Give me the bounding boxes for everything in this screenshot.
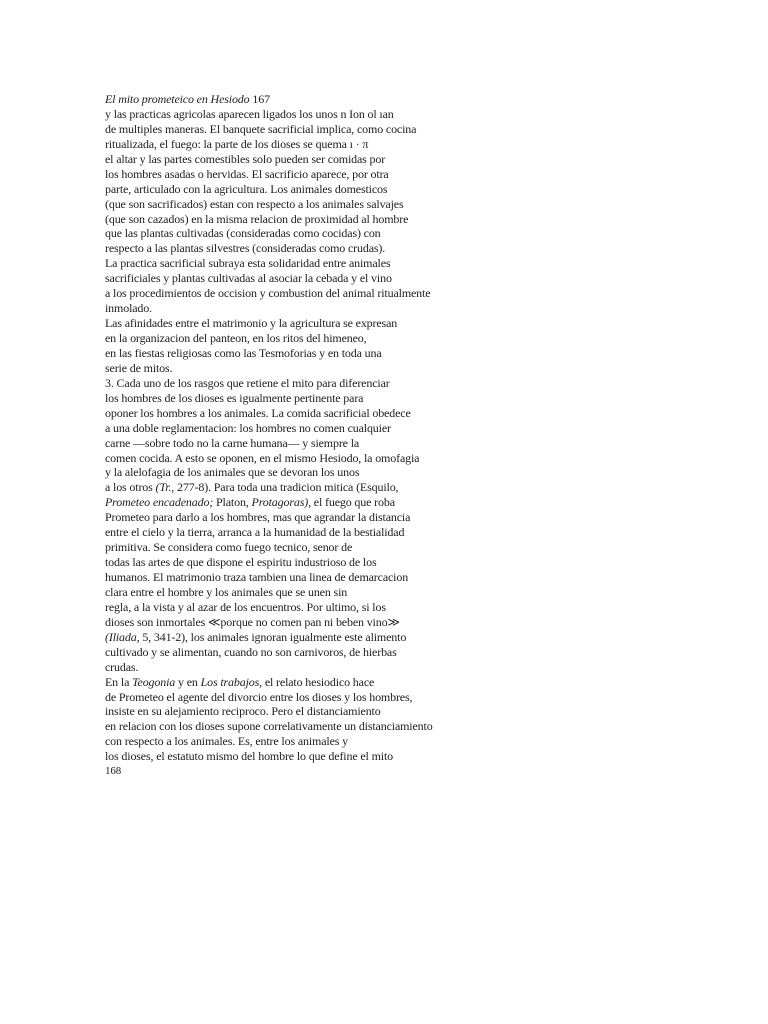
text-line (105, 600, 485, 615)
text-line (105, 510, 485, 525)
text-line (105, 316, 485, 331)
text-line (105, 197, 485, 212)
text-segment: (que son sacrificados) estan con respecto a los animales salvajes (105, 196, 404, 211)
running-header (105, 92, 485, 107)
footer-page-number: 168 (105, 765, 122, 778)
text-segment: todas las artes de que dispone el espiritu industrioso de los (105, 555, 377, 570)
text-segment: entre el cielo y la tierra, arranca a la humanidad de la bestialidad (105, 525, 405, 540)
text-segment: a los procedimientos de occision y combustion del animal ritualmente (105, 286, 431, 301)
text-line (105, 480, 485, 495)
text-segment: cultivado y se alimentan, cuando no son carnivoros, de hierbas (105, 644, 397, 659)
text-segment: el fuego que roba (310, 495, 395, 510)
text-line (105, 585, 485, 600)
text-line (105, 704, 485, 719)
text-segment: serie de mitos. (105, 360, 173, 375)
text-segment: Platon, (213, 495, 252, 510)
text-line (105, 734, 485, 749)
text-segment: clara entre el hombre y los animales que se unen sin (105, 584, 348, 599)
text-segment: inmolado. (105, 301, 152, 316)
text-segment: Las afinidades entre el matrimonio y la agricultura se expresan (105, 316, 398, 331)
text-segment: el relato hesiodico hace (261, 674, 375, 689)
text-segment: oponer los hombres a los animales. La comida sacrificial obedece (105, 405, 411, 420)
text-segment: en la organizacion del panteon, en los ritos del himeneo, (105, 331, 367, 345)
text-segment: los hombres asadas o hervidas. El sacrificio aparece, por otra (105, 166, 389, 181)
text-segment: 277-8). Para toda una tradicion mitica (Esquilo, (174, 480, 399, 495)
page-text (105, 92, 485, 779)
text-segment: (que son cazados) en la misma relacion de proximidad al hombre (105, 211, 409, 226)
text-line (105, 465, 485, 480)
text-line (105, 271, 485, 286)
body-text (105, 107, 485, 764)
text-segment: de Prometeo el agente del divorcio entre los dioses y los hombres, (105, 689, 413, 704)
text-segment: y en (175, 674, 201, 689)
text-line (105, 212, 485, 227)
text-segment: respecto a las plantas silvestres (consideradas como crudas). (105, 241, 386, 256)
italic-text-segment: (Iliada, (105, 629, 140, 644)
text-segment: a los otros (105, 480, 156, 495)
text-line (105, 570, 485, 585)
text-segment: parte, articulado con la agricultura. Los animales domesticos (105, 181, 388, 196)
text-segment: y las practicas agricolas aparecen ligados los unos n Ion ol ıan (105, 106, 394, 121)
text-line (105, 167, 485, 182)
running-header-page-number: 167 (252, 92, 270, 106)
italic-text-segment: Protagoras), (251, 495, 311, 510)
text-segment: que las plantas cultivadas (consideradas como cocidas) con (105, 226, 381, 241)
text-segment: comen cocida. A esto se oponen, en el mismo Hesiodo, la omofagia (105, 450, 420, 465)
text-line (105, 406, 485, 421)
italic-text-segment: (Tr., (155, 480, 175, 495)
text-line (105, 749, 485, 764)
text-line (105, 436, 485, 451)
italic-text-segment: Teogonia (132, 674, 176, 689)
text-segment: en las fiestas religiosas como las Tesmoforias y en toda una (105, 345, 382, 360)
text-line (105, 495, 485, 510)
text-line (105, 346, 485, 361)
text-segment: en relacion con los dioses supone correlativamente un distanciamiento (105, 719, 433, 734)
text-segment: y la alelofagia de los animales que se devoran los unos (105, 465, 360, 480)
text-segment: crudas. (105, 659, 139, 674)
text-line (105, 645, 485, 660)
text-line (105, 256, 485, 271)
italic-text-segment: Los trabajos, (200, 674, 262, 689)
text-segment: primitiva. Se considera como fuego tecnico, senor de (105, 540, 353, 555)
text-segment: el altar y las partes comestibles solo pueden ser comidas por (105, 151, 386, 166)
text-segment: 3. Cada uno de los rasgos que retiene el mito para diferenciar (105, 375, 390, 390)
text-line (105, 451, 485, 466)
text-line (105, 122, 485, 137)
text-segment: La practica sacrificial subraya esta solidaridad entre animales (105, 256, 391, 271)
text-segment: los dioses, el estatuto mismo del hombre lo que define el mito (105, 749, 393, 764)
text-line (105, 630, 485, 645)
text-line (105, 107, 485, 122)
text-segment: insiste en su alejamiento reciproco. Pero el distanciamiento (105, 704, 381, 719)
text-line (105, 391, 485, 406)
text-line (105, 660, 485, 675)
text-line (105, 137, 485, 152)
text-segment: En la (105, 674, 133, 689)
text-segment: regla, a la vista y al azar de los encuentros. Por ultimo, si los (105, 599, 386, 614)
text-line (105, 540, 485, 555)
text-line (105, 286, 485, 301)
text-segment: ritualizada, el fuego: la parte de los dioses se quema ı · π (105, 136, 369, 151)
text-line (105, 226, 485, 241)
text-line (105, 421, 485, 436)
text-segment: Prometeo para darlo a los hombres, mas que agrandar la distancia (105, 510, 411, 525)
text-line (105, 719, 485, 734)
text-line (105, 182, 485, 197)
text-segment: los hombres de los dioses es igualmente pertinente para (105, 390, 364, 405)
text-line (105, 555, 485, 570)
text-segment: 5, 341-2), los animales ignoran igualmente este alimento (139, 629, 407, 644)
text-line (105, 675, 485, 690)
running-header-title: El mito prometeico en Hesiodo (105, 92, 250, 106)
italic-text-segment: Prometeo encadenado; (105, 495, 214, 510)
text-line (105, 241, 485, 256)
text-line (105, 301, 485, 316)
text-segment: con respecto a los animales. Es, entre los animales y (105, 734, 348, 749)
text-line (105, 525, 485, 540)
text-line (105, 690, 485, 705)
text-segment: carne —sobre todo no la carne humana— y siempre la (105, 435, 360, 450)
text-line (105, 615, 485, 630)
text-segment: dioses son inmortales ≪porque no comen pan ni beben vino≫ (105, 614, 400, 629)
text-segment: de multiples maneras. El banquete sacrificial implica, como cocina (105, 121, 417, 136)
text-segment: humanos. El matrimonio traza tambien una linea de demarcacion (105, 570, 409, 584)
text-line (105, 331, 485, 346)
text-line (105, 361, 485, 376)
text-line (105, 376, 485, 391)
text-line (105, 152, 485, 167)
text-segment: sacrificiales y plantas cultivadas al asociar la cebada y el vino (105, 271, 392, 286)
text-segment: a una doble reglamentacion: los hombres no comen cualquier (105, 420, 391, 435)
